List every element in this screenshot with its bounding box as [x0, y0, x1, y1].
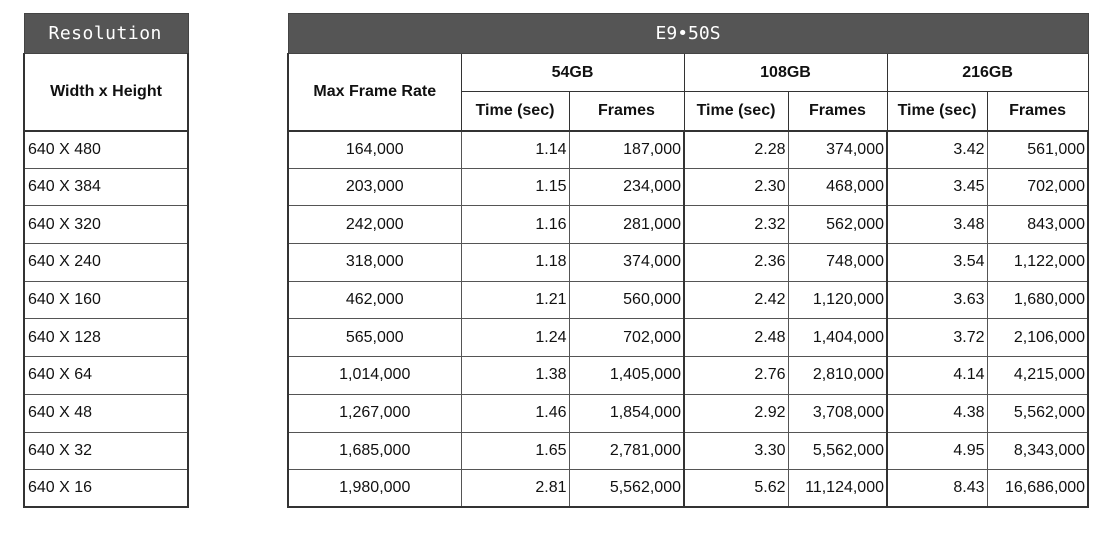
time-cell: 3.45 [887, 168, 987, 206]
frames-cell: 560,000 [569, 281, 684, 319]
max-frame-rate-cell: 164,000 [288, 131, 461, 169]
time-cell: 1.24 [461, 319, 569, 357]
max-frame-rate-header: Max Frame Rate [288, 54, 461, 131]
frames-cell: 1,120,000 [788, 281, 887, 319]
resolution-cell: 640 X 128 [24, 319, 188, 357]
max-frame-rate-cell: 1,014,000 [288, 357, 461, 395]
table-row [24, 281, 188, 319]
frames-cell: 561,000 [987, 131, 1088, 169]
frames-cell: 702,000 [987, 168, 1088, 206]
max-frame-rate-cell: 203,000 [288, 168, 461, 206]
time-cell: 1.14 [461, 131, 569, 169]
time-cell: 1.16 [461, 206, 569, 244]
frames-cell: 468,000 [788, 168, 887, 206]
frames-cell: 374,000 [788, 131, 887, 169]
resolution-table [23, 13, 189, 508]
frames-cell: 1,404,000 [788, 319, 887, 357]
frames-cell: 702,000 [569, 319, 684, 357]
frames-cell: 1,854,000 [569, 394, 684, 432]
frames-cell: 5,562,000 [987, 394, 1088, 432]
table-row [24, 432, 188, 470]
capacity-header: 54GB [461, 54, 684, 92]
table-row [288, 281, 1088, 319]
resolution-cell: 640 X 48 [24, 394, 188, 432]
max-frame-rate-cell: 242,000 [288, 206, 461, 244]
frames-column-header: Frames [788, 92, 887, 131]
max-frame-rate-cell: 1,267,000 [288, 394, 461, 432]
time-cell: 4.38 [887, 394, 987, 432]
table-row [24, 357, 188, 395]
table-row [288, 394, 1088, 432]
table-row [288, 131, 1088, 169]
frames-cell: 2,810,000 [788, 357, 887, 395]
max-frame-rate-cell: 1,685,000 [288, 432, 461, 470]
capacity-header: 108GB [684, 54, 887, 92]
time-cell: 2.81 [461, 470, 569, 508]
frames-cell: 5,562,000 [569, 470, 684, 508]
frames-column-header: Frames [987, 92, 1088, 131]
capacity-header: 216GB [887, 54, 1088, 92]
table-row [288, 168, 1088, 206]
time-cell: 1.46 [461, 394, 569, 432]
max-frame-rate-cell: 1,980,000 [288, 470, 461, 508]
table-row [288, 470, 1088, 508]
table-row [288, 244, 1088, 282]
resolution-cell: 640 X 320 [24, 206, 188, 244]
table-row [288, 319, 1088, 357]
time-cell: 2.32 [684, 206, 788, 244]
time-cell: 2.30 [684, 168, 788, 206]
resolution-cell: 640 X 16 [24, 470, 188, 508]
resolution-cell: 640 X 240 [24, 244, 188, 282]
time-cell: 3.54 [887, 244, 987, 282]
frames-cell: 8,343,000 [987, 432, 1088, 470]
width-height-header: Width x Height [24, 54, 188, 131]
time-cell: 1.18 [461, 244, 569, 282]
frames-cell: 187,000 [569, 131, 684, 169]
frames-cell: 843,000 [987, 206, 1088, 244]
table-row [24, 394, 188, 432]
table-row [288, 432, 1088, 470]
time-cell: 4.14 [887, 357, 987, 395]
resolution-cell: 640 X 32 [24, 432, 188, 470]
frames-cell: 2,781,000 [569, 432, 684, 470]
frames-cell: 11,124,000 [788, 470, 887, 508]
frames-cell: 234,000 [569, 168, 684, 206]
resolution-cell: 640 X 64 [24, 357, 188, 395]
time-cell: 1.15 [461, 168, 569, 206]
table-row [24, 470, 188, 508]
time-cell: 2.28 [684, 131, 788, 169]
frames-cell: 16,686,000 [987, 470, 1088, 508]
resolution-cell: 640 X 384 [24, 168, 188, 206]
time-column-header: Time (sec) [684, 92, 788, 131]
max-frame-rate-cell: 565,000 [288, 319, 461, 357]
table-row [24, 206, 188, 244]
table-row [24, 168, 188, 206]
frames-cell: 1,680,000 [987, 281, 1088, 319]
frames-cell: 281,000 [569, 206, 684, 244]
resolution-cell: 640 X 480 [24, 131, 188, 169]
table-row [288, 206, 1088, 244]
frames-column-header: Frames [569, 92, 684, 131]
time-cell: 3.72 [887, 319, 987, 357]
max-frame-rate-cell: 318,000 [288, 244, 461, 282]
time-column-header: Time (sec) [461, 92, 569, 131]
time-cell: 2.92 [684, 394, 788, 432]
time-cell: 2.76 [684, 357, 788, 395]
time-cell: 4.95 [887, 432, 987, 470]
time-cell: 1.38 [461, 357, 569, 395]
model-header: E9•50S [288, 14, 1088, 54]
time-cell: 5.62 [684, 470, 788, 508]
time-cell: 2.48 [684, 319, 788, 357]
time-cell: 3.48 [887, 206, 987, 244]
max-frame-rate-cell: 462,000 [288, 281, 461, 319]
time-cell: 3.63 [887, 281, 987, 319]
frames-cell: 748,000 [788, 244, 887, 282]
frames-cell: 2,106,000 [987, 319, 1088, 357]
frames-cell: 1,122,000 [987, 244, 1088, 282]
frames-cell: 374,000 [569, 244, 684, 282]
frames-cell: 562,000 [788, 206, 887, 244]
frame-rate-table [287, 13, 1089, 508]
frames-cell: 3,708,000 [788, 394, 887, 432]
time-cell: 8.43 [887, 470, 987, 508]
time-cell: 2.36 [684, 244, 788, 282]
time-cell: 1.65 [461, 432, 569, 470]
frames-cell: 5,562,000 [788, 432, 887, 470]
time-cell: 3.42 [887, 131, 987, 169]
table-row [24, 319, 188, 357]
time-cell: 3.30 [684, 432, 788, 470]
time-column-header: Time (sec) [887, 92, 987, 131]
resolution-header: Resolution [24, 14, 188, 54]
time-cell: 1.21 [461, 281, 569, 319]
table-row [24, 131, 188, 169]
table-row [24, 244, 188, 282]
frames-cell: 1,405,000 [569, 357, 684, 395]
table-row [288, 357, 1088, 395]
time-cell: 2.42 [684, 281, 788, 319]
resolution-cell: 640 X 160 [24, 281, 188, 319]
frames-cell: 4,215,000 [987, 357, 1088, 395]
